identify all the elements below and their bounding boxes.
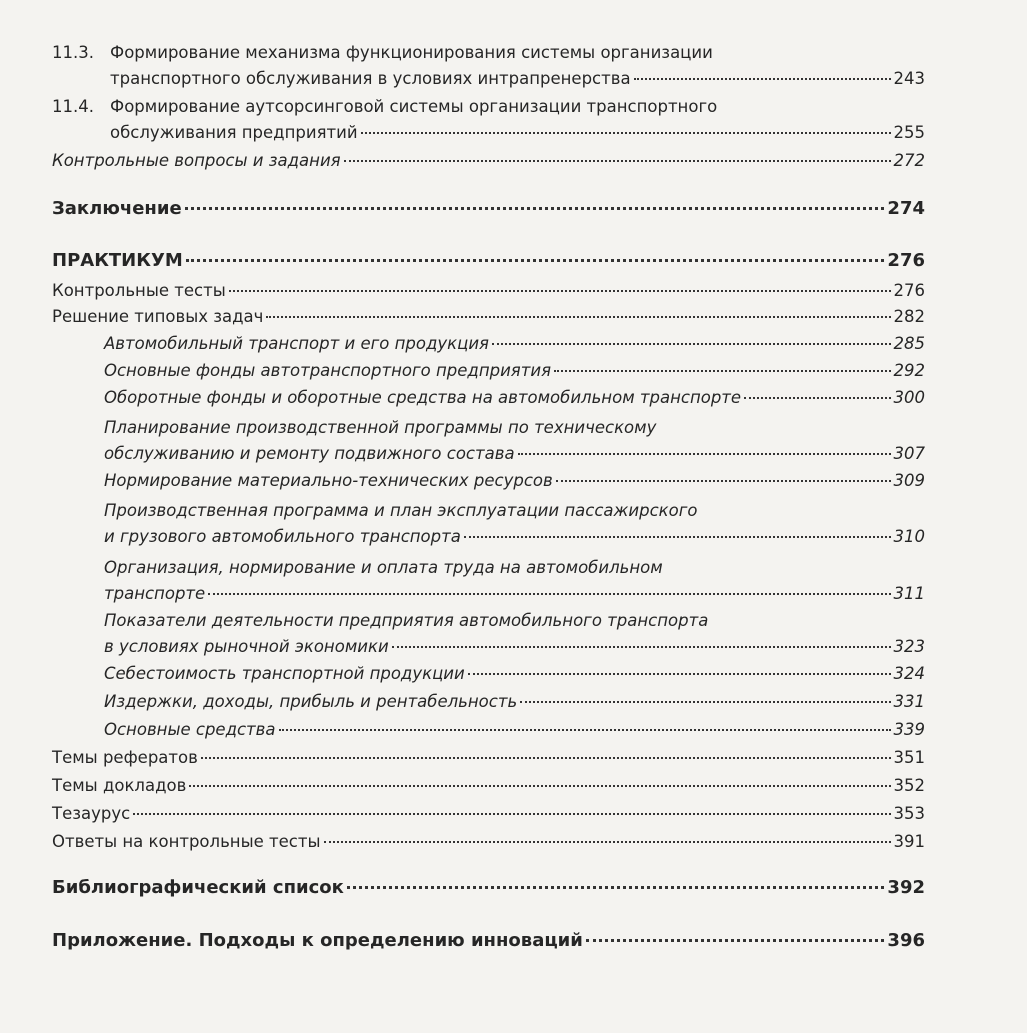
page-number: 339 (893, 720, 925, 739)
page-number: 310 (893, 527, 925, 546)
leader-dots (744, 397, 890, 399)
toc-entry-conclusion (52, 196, 925, 222)
entry-title: Приложение. Подходы к определению инноваций (52, 930, 583, 951)
page-number: 324 (893, 664, 925, 683)
leader-dots (133, 813, 890, 815)
page-number: 282 (893, 307, 925, 326)
leader-dots (556, 480, 891, 482)
page-number: 391 (893, 832, 925, 851)
toc-entry-practicum (52, 248, 925, 274)
entry-title: Контрольные тесты (52, 281, 226, 300)
entry-title: Контрольные вопросы и задания (52, 151, 341, 170)
toc-entry-sub (104, 415, 925, 467)
toc-entry-test-answers (52, 829, 925, 855)
entry-title: Библиографический список (52, 877, 344, 898)
toc-entry-tests (52, 278, 925, 304)
leader-dots (279, 729, 891, 731)
toc-entry-sub (104, 661, 925, 687)
entry-title-line: Планирование производственной программы по техническому (104, 418, 657, 437)
toc-entry-sub (104, 555, 925, 607)
toc-entry-sub (104, 358, 925, 384)
page-number: 285 (893, 334, 925, 353)
leader-dots (344, 160, 891, 162)
leader-dots (266, 316, 890, 318)
entry-title-line: транспорте (104, 584, 206, 603)
leader-dots (186, 259, 885, 262)
page-number: 309 (893, 471, 925, 490)
leader-dots (492, 343, 891, 345)
page-number: 323 (893, 637, 925, 656)
entry-title-line: Производственная программа и план эксплуатации пассажирского (104, 501, 698, 520)
entry-title: Оборотные фонды и оборотные средства на автомобильном транспорте (104, 388, 742, 407)
leader-dots (208, 593, 890, 595)
entry-title-line: в условиях рыночной экономики (104, 637, 389, 656)
entry-title: Нормирование материально-технических ресурсов (104, 471, 553, 490)
leader-dots (464, 536, 891, 538)
entry-title-line: обслуживанию и ремонту подвижного состава (104, 444, 515, 463)
entry-title: Издержки, доходы, прибыль и рентабельность (104, 692, 518, 711)
leader-dots (229, 290, 891, 292)
toc-entry-bibliography (52, 875, 925, 901)
leader-dots (189, 785, 890, 787)
toc-entry-11-4 (52, 94, 925, 146)
leader-dots (361, 132, 891, 134)
page-number: 276 (893, 281, 925, 300)
page-number: 243 (893, 69, 925, 88)
page-number: 307 (893, 444, 925, 463)
leader-dots (586, 939, 885, 942)
leader-dots (185, 207, 885, 210)
entry-title: Тезаурус (52, 804, 131, 823)
entry-title: Темы рефератов (52, 748, 198, 767)
page-number: 331 (893, 692, 925, 711)
page-number: 255 (893, 123, 925, 142)
toc-entry-11-3 (52, 40, 925, 92)
page-number: 396 (887, 930, 925, 951)
entry-title: ПРАКТИКУМ (52, 250, 183, 271)
toc-entry-sub (104, 498, 925, 550)
section-number: 11.3. (52, 43, 94, 62)
toc-entry-sub (104, 331, 925, 357)
leader-dots (634, 78, 891, 80)
leader-dots (347, 886, 885, 889)
toc-entry-typical-tasks (52, 304, 925, 330)
page-number: 272 (893, 151, 925, 170)
toc-entry-essay-topics (52, 745, 925, 771)
toc-entry-sub (104, 468, 925, 494)
entry-title-line: Показатели деятельности предприятия автомобильного транспорта (104, 611, 709, 630)
toc-entry-sub (104, 717, 925, 743)
entry-title-line: Организация, нормирование и оплата труда на автомобильном (104, 558, 663, 577)
leader-dots (520, 701, 890, 703)
toc-entry-review-questions (52, 148, 925, 174)
entry-title: Основные фонды автотранспортного предприятия (104, 361, 551, 380)
toc-entry-sub (104, 689, 925, 715)
toc-entry-report-topics (52, 773, 925, 799)
entry-title-line: Формирование аутсорсинговой системы организации транспортного (110, 97, 718, 116)
entry-title: Решение типовых задач (52, 307, 264, 326)
entry-title-line: Формирование механизма функционирования системы организации (110, 43, 713, 62)
leader-dots (554, 370, 891, 372)
page-number: 311 (893, 584, 925, 603)
page-number: 353 (893, 804, 925, 823)
toc-entry-appendix (52, 928, 925, 954)
page-number: 352 (893, 776, 925, 795)
entry-title-line: и грузового автомобильного транспорта (104, 527, 461, 546)
page-number: 300 (893, 388, 925, 407)
page-number: 274 (887, 198, 925, 219)
toc-entry-sub (104, 385, 925, 411)
leader-dots (201, 757, 891, 759)
entry-title: Себестоимость транспортной продукции (104, 664, 465, 683)
entry-title: Заключение (52, 198, 182, 219)
page-number: 392 (887, 877, 925, 898)
entry-title-line: обслуживания предприятий (110, 123, 358, 142)
entry-title: Темы докладов (52, 776, 187, 795)
page-number: 351 (893, 748, 925, 767)
entry-title: Основные средства (104, 720, 276, 739)
entry-title-line: транспортного обслуживания в условиях интрапренерства (110, 69, 631, 88)
page-number: 276 (887, 250, 925, 271)
toc-entry-sub (104, 608, 925, 660)
page-number: 292 (893, 361, 925, 380)
leader-dots (392, 646, 891, 648)
entry-title: Ответы на контрольные тесты (52, 832, 321, 851)
leader-dots (468, 673, 891, 675)
leader-dots (518, 453, 891, 455)
section-number: 11.4. (52, 97, 94, 116)
leader-dots (324, 841, 891, 843)
toc-entry-thesaurus (52, 801, 925, 827)
entry-title: Автомобильный транспорт и его продукция (104, 334, 489, 353)
